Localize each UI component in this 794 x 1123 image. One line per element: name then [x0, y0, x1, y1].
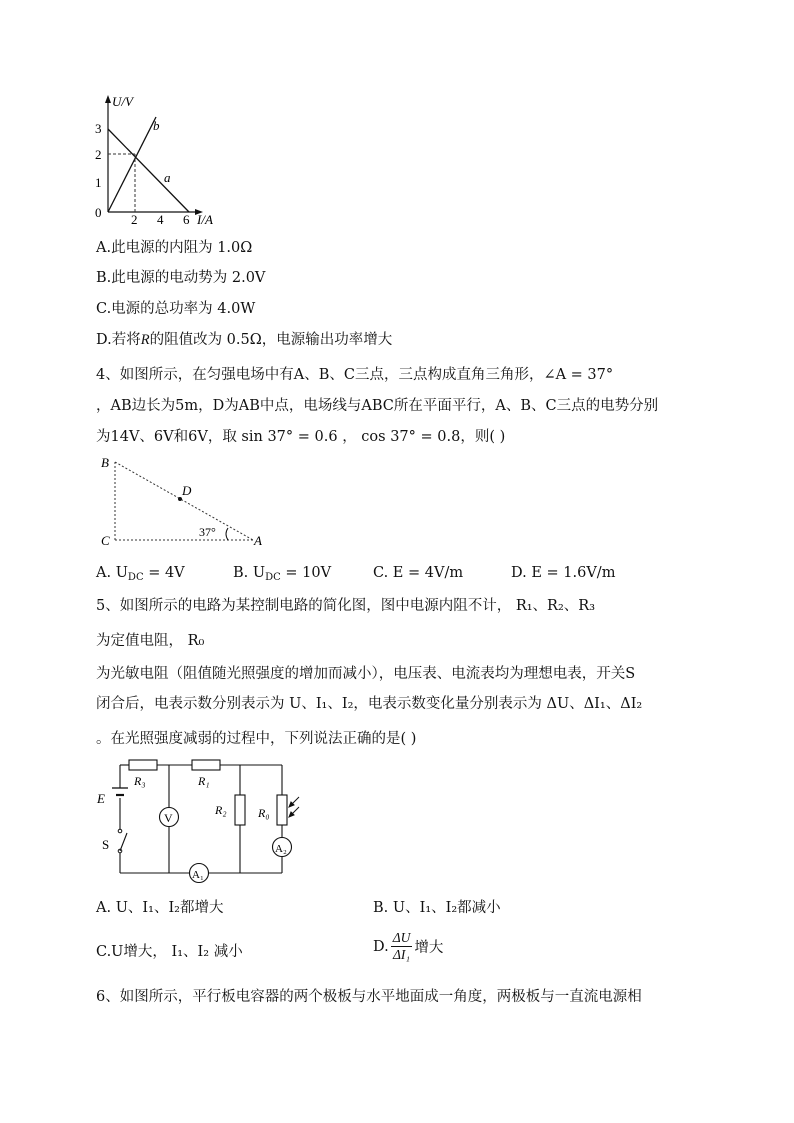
x-axis-label: I/A	[197, 212, 213, 227]
fraction-numerator: ΔU	[392, 930, 411, 945]
light-arrows-icon	[289, 797, 299, 817]
switch-terminal-top	[118, 829, 122, 833]
q4-option-a-text: A. U	[96, 565, 128, 581]
q4-option-a	[96, 563, 185, 588]
q3-option-d-pre: D.若将	[96, 332, 141, 348]
label-r1: R₁	[198, 774, 210, 788]
q5-option-b: B. U、I₁、I₂都减小	[373, 900, 501, 916]
label-a1: A₁	[192, 869, 204, 881]
y-axis-arrow	[105, 95, 111, 103]
q4-stem-line-1: 4、如图所示，在匀强电场中有A、B、C三点，三点构成直角三角形，∠A = 37°	[96, 367, 614, 383]
y-tick-3: 3	[95, 121, 102, 136]
q4-stem-line-2: ，AB边长为5m，D为AB中点，电场线与ABC所在平面平行，A、B、C三点的电势分别	[96, 398, 659, 414]
label-c: C	[101, 533, 110, 548]
q5-stem-line-2: 为定值电阻， R₀	[96, 633, 205, 649]
q4-option-c: C. E = 4V/m	[373, 565, 464, 581]
origin-label: 0	[95, 205, 102, 220]
label-e: E	[97, 791, 105, 806]
q3-option-a: A.此电源的内阻为 1.0Ω	[96, 240, 253, 256]
q5-option-d	[373, 930, 443, 963]
x-tick-4: 4	[157, 212, 164, 227]
label-r0: R₀	[258, 806, 270, 820]
q4-option-b-val: = 10V	[280, 565, 332, 581]
side-ab	[115, 462, 253, 540]
q5-stem-line-3: 为光敏电阻（阻值随光照强度的增加而减小），电压表、电流表均为理想电表，开关S	[96, 666, 636, 682]
resistor-r2	[235, 795, 245, 825]
q5-stem-line-1: 5、如图所示的电路为某控制电路的简化图，图中电源内阻不计， R₁、R₂、R₃	[96, 598, 596, 614]
label-v: V	[164, 811, 173, 825]
line-a	[108, 129, 189, 212]
q3-option-b: B.此电源的电动势为 2.0V	[96, 270, 266, 286]
label-angle: 37°	[199, 525, 216, 539]
label-r3: R₃	[134, 774, 146, 788]
line-a-label: a	[164, 170, 171, 185]
q4-option-b-sub: DC	[265, 572, 281, 583]
line-b-label: b	[153, 118, 160, 133]
q3-option-d-r: R	[140, 332, 150, 348]
line-b	[108, 117, 156, 212]
label-b: B	[101, 455, 109, 470]
q3-option-d	[96, 330, 392, 350]
q4-option-b-text: B. U	[233, 565, 266, 581]
label-a2: A₂	[275, 843, 287, 855]
q5-option-d-fraction	[391, 930, 413, 963]
q5-stem-line-4: 闭合后，电表示数分别表示为 U、I₁、I₂，电表示数变化量分别表示为 ΔU、ΔI₁、ΔI₂	[96, 696, 643, 712]
q3-option-c: C.电源的总功率为 4.0W	[96, 301, 256, 317]
q5-option-d-pre: D.	[373, 938, 389, 955]
label-r2: R₂	[215, 803, 227, 817]
q5-option-a: A. U、I₁、I₂都增大	[96, 900, 224, 916]
x-tick-2: 2	[131, 212, 138, 227]
q5-option-d-post: 增大	[414, 940, 444, 956]
q4-option-b	[233, 563, 331, 588]
u-i-graph	[88, 92, 238, 227]
resistor-r3	[129, 760, 157, 770]
y-tick-2: 2	[95, 147, 102, 162]
y-axis-label: U/V	[112, 94, 133, 109]
q3-option-d-post: 的阻值改为 0.5Ω，电源输出功率增大	[149, 332, 393, 348]
switch-blade	[120, 833, 127, 851]
resistor-r1	[192, 760, 220, 770]
q5-option-c: C.U增大， I₁、I₂ 减小	[96, 944, 243, 960]
q5-stem-line-5: 。在光照强度减弱的过程中，下列说法正确的是( )	[96, 731, 417, 747]
circuit-diagram	[94, 755, 304, 885]
fraction-denominator: ΔI₁	[393, 947, 411, 962]
q4-option-a-sub: DC	[127, 572, 144, 583]
label-d: D	[182, 483, 192, 498]
label-a: A	[254, 533, 262, 548]
y-tick-1: 1	[95, 175, 102, 190]
label-s: S	[102, 837, 110, 852]
resistor-r0	[277, 795, 287, 825]
triangle-figure	[98, 452, 270, 550]
q4-option-a-val: = 4V	[143, 565, 185, 581]
q4-option-d: D. E = 1.6V/m	[511, 565, 616, 581]
angle-arc	[226, 528, 228, 540]
q4-stem-line-3: 为14V、6V和6V，取 sin 37° = 0.6 ， cos 37° = 0.8，则( )	[96, 429, 506, 445]
x-tick-6: 6	[183, 212, 190, 227]
q6-stem-line-1: 6、如图所示，平行板电容器的两个极板与水平地面成一角度，两极板与一直流电源相	[96, 989, 642, 1005]
